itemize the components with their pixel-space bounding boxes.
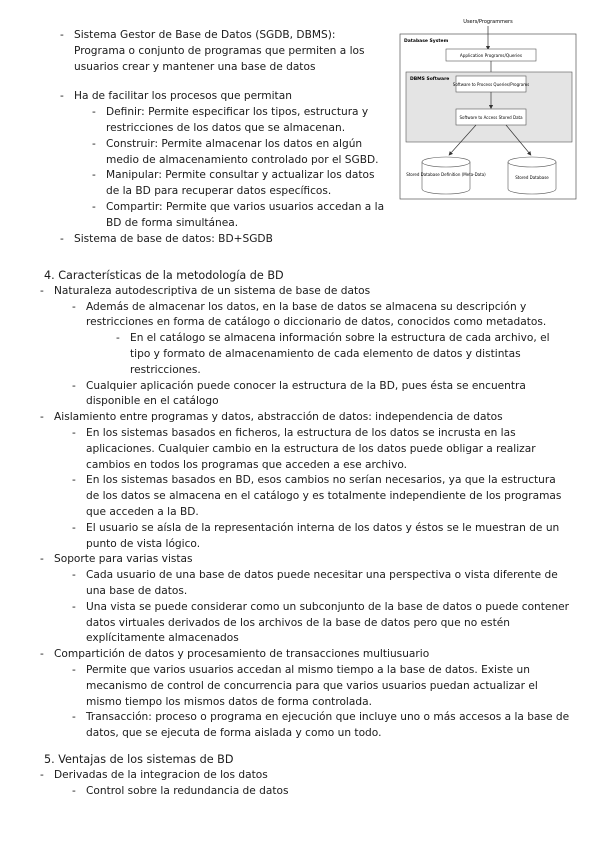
list-item: - Naturaleza autodescriptiva de un sistema de base de datos [40,284,371,297]
sistema-bd-text: Sistema de base de datos: BD+SGDB [74,232,273,245]
usuario-aisla-text: El usuario se aísla de la representación interna de los datos y éstos se le muestran de un punto de vista lógico. [86,521,560,550]
list-item: - Transacción: proceso o programa en ejecución que incluye uno o más accesos a la base de datos, que se ejecuta de forma aislada y como un todo. [72,711,570,740]
list-item: - En los sistemas basados en ficheros, la estructura de los datos se incrusta en las aplicaciones. Cualquier cambio en la estructura de los datos puede obligar a realizar cambios en todos los programas que acceden a ese archivo. [72,426,536,471]
vista-text: Una vista se puede considerar como un subconjunto de la base de datos o puede contener datos virtuales derivados de los archivos de la base de datos pero que no estén explícitamente almacenados [86,600,570,645]
section-5-heading: 5. Ventajas de los sistemas de BD [44,752,234,766]
manipular-text: Manipular: Permite consultar y actualizar los datos de la BD para recuperar datos específicos. [106,169,375,198]
dbms-architecture-diagram [398,14,578,204]
list-item: - Compartición de datos y procesamiento de transacciones multiusuario [40,648,430,661]
construir-text: Construir: Permite almacenar los datos en algún medio de almacenamiento controlado por el SGBD. [106,137,379,166]
list-item: - Aislamiento entre programas y datos, abstracción de datos: independencia de datos [40,411,503,424]
perspectiva-text: Cada usuario de una base de datos puede necesitar una perspectiva o vista diferente de una base de datos. [86,569,558,597]
procesos-heading: Ha de facilitar los procesos que permitan [74,90,292,103]
naturaleza-text: Naturaleza autodescriptiva de un sistema de base de datos [54,284,371,297]
list-item: - Construir: Permite almacenar los datos en algún medio de almacenamiento controlado por el SGBD. [92,137,379,166]
list-item: - Compartir: Permite que varios usuarios accedan a la BD de forma simultánea. [92,200,385,229]
redundancia-text: Control sobre la redundancia de datos [86,784,289,797]
aplicacion-text: Cualquier aplicación puede conocer la estructura de la BD, pues ésta se encuentra disponible en el catálogo [86,379,526,408]
metadatos-text: Además de almacenar los datos, en la base de datos se almacena su descripción y restricciones en forma de catálogo o diccionario de datos, conocidos como metadatos. [86,300,547,329]
users-label: Users/Programmers [463,19,513,25]
sgdb-definition: Programa o conjunto de programas que permiten a los usuarios crear y mantener una base de datos [74,44,365,73]
list-item: - Sistema Gestor de Base de Datos (SGDB, DBMS): Programa o conjunto de programas que permiten a los usuarios crear y mantener una base de datos [60,29,365,73]
list-item: - Ha de facilitar los procesos que permitan [60,90,292,103]
process-queries-label: Software to Process Queries/Programs [452,82,530,87]
database-system-label: Database System [404,39,449,44]
derivadas-text: Derivadas de la integracion de los datos [54,768,268,781]
access-data-label: Software to Access Stored Data [459,115,523,120]
list-item: - Derivadas de la integracion de los datos [40,768,268,781]
list-item: - Cualquier aplicación puede conocer la estructura de la BD, pues ésta se encuentra disponible en el catálogo [72,379,526,408]
list-item: - Cada usuario de una base de datos puede necesitar una perspectiva o vista diferente de una base de datos. [72,569,558,597]
comparticion-text: Compartición de datos y procesamiento de transacciones multiusuario [54,648,430,661]
list-item: - Control sobre la redundancia de datos [72,784,289,797]
dbms-software-label: DBMS Software [410,77,450,82]
list-item: - Permite que varios usuarios accedan al mismo tiempo a la base de datos. Existe un mecanismo de control de concurrencia para que varios usuarios puedan actualizar el mismo tiempo los mismos datos de forma controlada. [72,663,538,708]
list-item: - Soporte para varias vistas [40,553,193,566]
main-content [30,268,570,799]
soporte-text: Soporte para varias vistas [54,553,193,566]
list-item: - Manipular: Permite consultar y actualizar los datos de la BD para recuperar datos específicos. [92,169,375,198]
sgdb-term: Sistema Gestor de Base de Datos (SGDB, DBMS): [74,29,336,41]
app-programs-label: Application Programs/Queries [459,53,523,58]
ficheros-text: En los sistemas basados en ficheros, la estructura de los datos se incrusta en las aplicaciones. Cualquier cambio en la estructura de los datos puede obligar a realizar cambios en todos los programas que acceden a ese archivo. [86,426,536,471]
catalogo-text: En el catálogo se almacena información sobre la estructura de cada archivo, el tipo y formato de almacenamiento de cada elemento de datos y distintas restricciones. [130,332,550,376]
list-item: - En los sistemas basados en BD, esos cambios no serían necesarios, ya que la estructura de los datos se almacena en el catálogo y es totalmente independiente de los programas que acceden a la BD. [72,474,562,518]
list-item: - Además de almacenar los datos, en la base de datos se almacena su descripción y restricciones en forma de catálogo o diccionario de datos, conocidos como metadatos. [72,300,547,329]
meta-db-label: Stored Database Definition (Meta-Data) [406,172,486,177]
list-item: - Definir: Permite especificar los tipos, estructura y restricciones de los datos que se almacenan. [92,106,369,134]
stored-db-label: Stored Database [515,175,549,180]
list-item: - El usuario se aísla de la representación interna de los datos y éstos se le muestran de un punto de vista lógico. [72,521,560,550]
aislamiento-text: Aislamiento entre programas y datos, abstracción de datos: independencia de datos [54,411,503,424]
definir-text: Definir: Permite especificar los tipos, estructura y restricciones de los datos que se almacenan. [106,106,369,134]
dbms-definition-block [50,28,390,247]
sistemas-bd-text: En los sistemas basados en BD, esos cambios no serían necesarios, ya que la estructura de los datos se almacena en el catálogo y es totalmente independiente de los programas que acceden a la BD. [86,474,562,518]
list-item: - Sistema de base de datos: BD+SGDB [60,232,273,245]
list-item: - En el catálogo se almacena información sobre la estructura de cada archivo, el tipo y formato de almacenamiento de cada elemento de datos y distintas restricciones. [116,332,550,376]
section-4-heading: 4. Características de la metodología de BD [44,269,284,282]
list-item: - Una vista se puede considerar como un subconjunto de la base de datos o puede contener datos virtuales derivados de los archivos de la base de datos pero que no estén explícitamente almacenados [72,600,570,645]
compartir-text: Compartir: Permite que varios usuarios accedan a la BD de forma simultánea. [106,200,385,229]
concurrencia-text: Permite que varios usuarios accedan al mismo tiempo a la base de datos. Existe un mecanismo de control de concurrencia para que varios usuarios puedan actualizar el mismo tiempo los mismos datos de forma controlada. [86,663,538,708]
transaccion-text: Transacción: proceso o programa en ejecución que incluye uno o más accesos a la base de datos, que se ejecuta de forma aislada y como un todo. [86,711,570,740]
